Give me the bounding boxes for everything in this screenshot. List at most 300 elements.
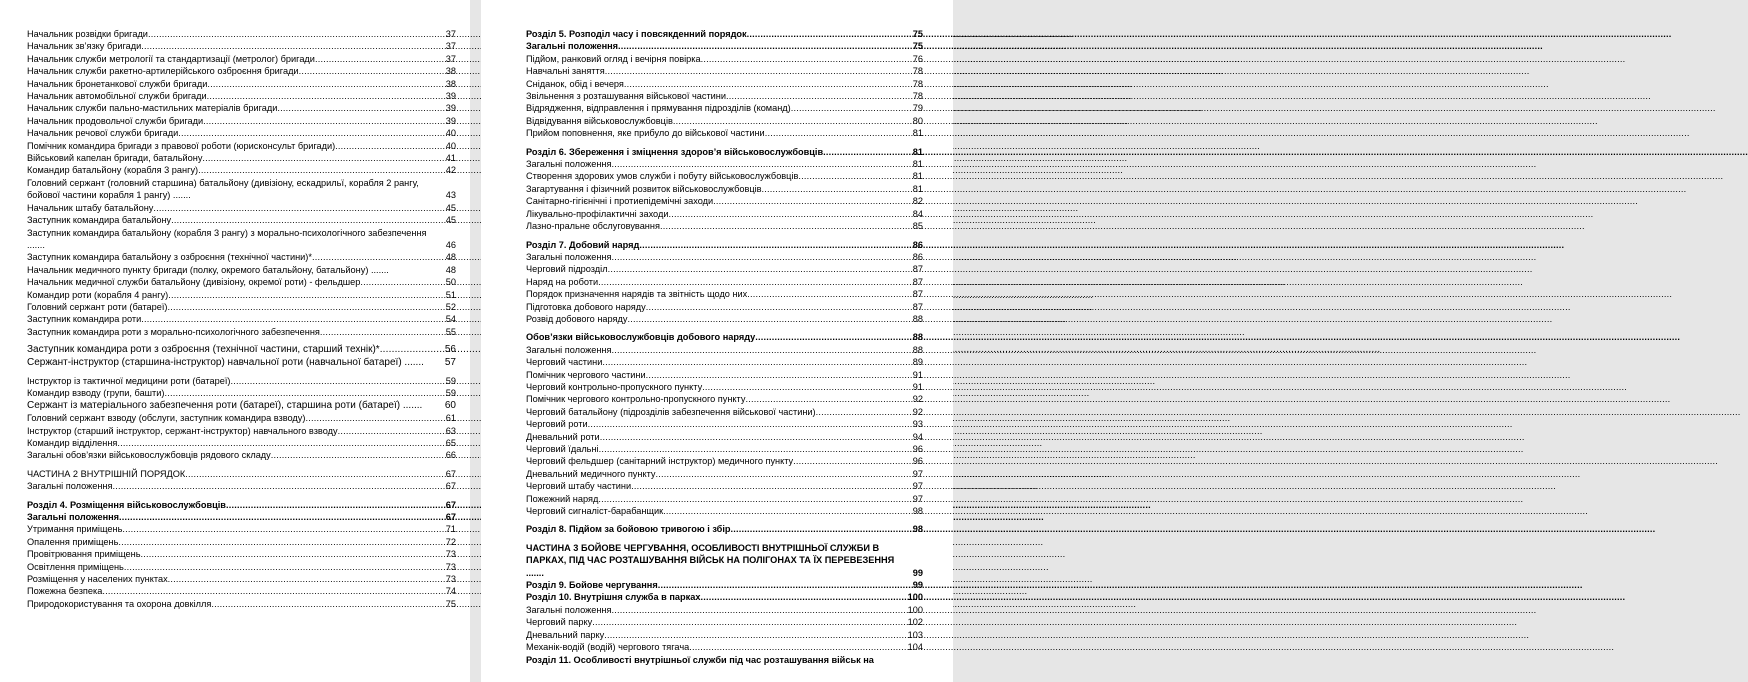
toc-entry[interactable] bbox=[27, 536, 456, 548]
toc-leader-dots bbox=[299, 65, 445, 77]
toc-entry[interactable] bbox=[526, 468, 923, 480]
toc-page-number: 96 bbox=[912, 444, 923, 454]
toc-leader-dots bbox=[305, 412, 444, 424]
toc-page-number: 88 bbox=[912, 332, 923, 343]
toc-leader-dots bbox=[689, 641, 906, 653]
toc-entry[interactable] bbox=[27, 523, 456, 535]
toc-entry[interactable] bbox=[27, 78, 456, 90]
toc-page-number: 81 bbox=[912, 171, 923, 182]
toc-entry-title: Обов’язки військовослужбовців добового наряду bbox=[526, 332, 756, 343]
toc-entry-title: Командир відділення bbox=[27, 438, 118, 448]
toc-entry-title: Начальник служби ракетно-артилерійського озброєння бригади bbox=[27, 66, 299, 77]
toc-page-number: 67 bbox=[445, 468, 456, 479]
toc-entry-title: Природокористування та охорона довкілля bbox=[27, 598, 212, 609]
toc-leader-dots bbox=[185, 468, 445, 480]
toc-entry[interactable] bbox=[27, 412, 456, 424]
toc-entry[interactable] bbox=[27, 357, 456, 369]
toc-leader-dots bbox=[598, 493, 911, 505]
toc-entry-title: Розділ 6. Збереження і зміцнення здоров’я військовослужбовців bbox=[526, 146, 824, 157]
toc-entry[interactable] bbox=[526, 53, 923, 65]
toc-entry-title: Загальні обов’язки військовослужбовців рядового складу bbox=[27, 450, 271, 461]
toc-page-number: 43 bbox=[445, 190, 456, 201]
toc-leader-dots bbox=[164, 387, 444, 399]
toc-entry[interactable] bbox=[526, 480, 923, 492]
toc-page-number: 93 bbox=[912, 419, 923, 430]
toc-page-number: 81 bbox=[912, 146, 923, 157]
toc-entry[interactable] bbox=[27, 511, 456, 523]
toc-page-number: 87 bbox=[912, 264, 923, 275]
toc-entry-title: Розділ 8. Підйом за бойовою тривогою і збір bbox=[526, 524, 731, 535]
toc-page-number: 75 bbox=[445, 598, 456, 609]
toc-entry-title: Заступник командира батальйону (корабля 3 рангу) з морально-психологічного забезпечення bbox=[27, 227, 427, 238]
toc-page-number: 79 bbox=[912, 103, 923, 114]
toc-entry[interactable] bbox=[27, 276, 456, 288]
toc-page-number: 81 bbox=[912, 159, 923, 170]
toc-entry[interactable] bbox=[27, 375, 456, 387]
toc-leader-dots bbox=[700, 591, 906, 603]
toc-entry-title: Головний сержант взводу (обслуги, заступник командира взводу) bbox=[27, 413, 306, 424]
toc-entry[interactable] bbox=[526, 579, 923, 591]
toc-entry-title: Головний сержант роти (батареї) bbox=[27, 301, 168, 312]
toc-entry[interactable] bbox=[27, 561, 456, 573]
toc-leader-dots bbox=[338, 425, 445, 437]
toc-page-number: 91 bbox=[912, 369, 923, 380]
toc-page-number: 80 bbox=[912, 115, 923, 126]
toc-list-right bbox=[526, 28, 923, 666]
toc-leader-dots bbox=[673, 115, 912, 127]
toc-page-number: 39 bbox=[445, 91, 456, 102]
toc-entry[interactable] bbox=[27, 202, 456, 214]
toc-page-number: 40 bbox=[445, 140, 456, 151]
toc-page-number: 89 bbox=[912, 357, 923, 368]
toc-entry-title: Черговий їдальні bbox=[526, 444, 599, 454]
toc-entry-title: Начальник продовольчої служби бригади bbox=[27, 115, 204, 126]
toc-entry-title: Відвідування військовослужбовців bbox=[526, 115, 673, 126]
toc-entry[interactable] bbox=[526, 276, 923, 288]
toc-entry[interactable] bbox=[526, 654, 923, 666]
toc-entry[interactable] bbox=[526, 102, 923, 114]
toc-entry-title: Інструктор (старший інструктор, сержант-інструктор) навчального взводу bbox=[27, 425, 338, 436]
toc-entry[interactable] bbox=[526, 393, 923, 405]
toc-entry[interactable] bbox=[526, 40, 923, 52]
toc-entry[interactable] bbox=[27, 214, 456, 226]
toc-entry[interactable] bbox=[526, 301, 923, 313]
toc-entry-title: Лікувально-профілактичні заходи bbox=[526, 208, 669, 219]
toc-page-number: 103 bbox=[907, 629, 923, 640]
toc-leader-dots bbox=[599, 443, 912, 455]
toc-leader-dots bbox=[312, 251, 445, 263]
toc-leader-dots bbox=[765, 127, 912, 139]
toc-entry-title: Помічник чергового контрольно-пропускного пункту bbox=[526, 394, 746, 405]
toc-entry[interactable] bbox=[526, 195, 923, 207]
toc-entry-title: Начальник штабу батальйону bbox=[27, 202, 154, 213]
toc-entry[interactable] bbox=[27, 480, 456, 492]
toc-leader-dots bbox=[731, 523, 912, 535]
toc-entry[interactable] bbox=[526, 220, 923, 232]
toc-leader-dots bbox=[747, 288, 911, 300]
toc-entry-title: Наряд на роботи bbox=[526, 276, 599, 287]
toc-entry[interactable] bbox=[526, 288, 923, 300]
toc-entry-title: Інструктор із тактичної медицини роти (батареї) bbox=[27, 375, 231, 386]
toc-leader-dots bbox=[230, 375, 444, 387]
toc-entry-title: Загальні положення bbox=[526, 41, 619, 52]
toc-entry[interactable] bbox=[27, 437, 456, 449]
toc-leader-dots bbox=[122, 523, 444, 535]
toc-page-number: 40 bbox=[445, 128, 456, 139]
toc-page-number: 37 bbox=[445, 53, 456, 64]
toc-leader-dots bbox=[117, 437, 444, 449]
toc-entry-title: Дневальний медичного пункту bbox=[526, 468, 656, 479]
toc-leader-dots: ....... bbox=[400, 399, 423, 411]
toc-leader-dots bbox=[702, 381, 912, 393]
toc-entry[interactable] bbox=[526, 208, 923, 220]
toc-entry[interactable] bbox=[27, 326, 456, 338]
toc-page-number: 99 bbox=[912, 580, 923, 591]
toc-page-left bbox=[0, 0, 470, 682]
toc-page-number: 37 bbox=[445, 29, 456, 39]
toc-entry[interactable] bbox=[526, 170, 923, 182]
toc-entry-title: Головний сержант (головний старшина) батальйону (дивізіону, ескадрильї, корабля 2 рангу, бойової частини корабля 1 рангу) bbox=[27, 177, 419, 201]
toc-entry[interactable] bbox=[27, 499, 456, 511]
toc-entry-title: Підготовка добового наряду bbox=[526, 301, 646, 312]
toc-entry-title: Освітлення приміщень bbox=[27, 561, 124, 572]
toc-entry[interactable] bbox=[27, 573, 456, 585]
toc-entry-title: Помічник командира бригади з правової роботи (юрисконсульт бригади) bbox=[27, 140, 336, 151]
toc-leader-dots bbox=[663, 505, 912, 517]
toc-entry-title: Дневальний парку bbox=[526, 629, 605, 640]
toc-entry-title: Загальні положення bbox=[526, 251, 612, 262]
toc-entry[interactable] bbox=[27, 227, 456, 252]
toc-leader-dots bbox=[335, 140, 445, 152]
toc-entry-title: Заступник командира роти з морально-психологічного забезпечення bbox=[27, 326, 320, 337]
toc-page-number: 60 bbox=[444, 399, 456, 411]
toc-entry[interactable] bbox=[526, 604, 923, 616]
toc-leader-dots: ....... bbox=[368, 264, 389, 275]
toc-entry[interactable] bbox=[526, 239, 923, 251]
toc-page-number: 59 bbox=[445, 375, 456, 386]
toc-page-number: 42 bbox=[445, 165, 456, 176]
toc-entry-title: Заступник командира роти bbox=[27, 314, 142, 325]
toc-entry-title: Розділ 11. Особливості внутрішньої служби під час розташування військ на bbox=[526, 654, 874, 665]
toc-entry-title: Командир роти (корабля 4 рангу) bbox=[27, 289, 169, 300]
toc-entry[interactable] bbox=[526, 381, 923, 393]
toc-entry-title: Загартування і фізичний розвиток військовослужбовців bbox=[526, 183, 762, 194]
toc-page-number: 100 bbox=[907, 592, 923, 603]
toc-entry[interactable] bbox=[27, 102, 456, 114]
toc-entry-title: Сержант із матеріального забезпечення роти (батареї), старшина роти (батареї) bbox=[27, 399, 401, 411]
toc-entry[interactable] bbox=[27, 548, 456, 560]
toc-entry[interactable] bbox=[526, 28, 923, 40]
toc-page-number: 48 bbox=[445, 252, 456, 263]
toc-page-number: 73 bbox=[445, 549, 456, 560]
toc-leader-dots bbox=[171, 214, 445, 226]
toc-page-number: 76 bbox=[912, 53, 923, 64]
toc-page-number: 50 bbox=[445, 277, 456, 288]
toc-entry[interactable] bbox=[27, 164, 456, 176]
toc-entry-title: Черговий контрольно-пропускного пункту bbox=[526, 381, 703, 392]
toc-entry[interactable] bbox=[27, 449, 456, 461]
toc-entry[interactable] bbox=[526, 523, 923, 535]
toc-entry-title: Створення здорових умов служби і побуту військовослужбовців bbox=[526, 171, 799, 182]
toc-leader-dots bbox=[198, 164, 445, 176]
toc-entry-title: Лазно-пральне обслуговування bbox=[526, 221, 660, 232]
toc-page-number: 65 bbox=[445, 438, 456, 448]
toc-leader-dots bbox=[320, 326, 445, 338]
toc-entry[interactable] bbox=[27, 313, 456, 325]
toc-entry-title: Сніданок, обід і вечеря bbox=[526, 78, 624, 89]
toc-leader-dots bbox=[380, 344, 444, 356]
toc-leader-dots bbox=[798, 170, 911, 182]
toc-leader-dots bbox=[124, 561, 445, 573]
toc-leader-dots: ....... bbox=[170, 190, 191, 201]
toc-leader-dots bbox=[656, 468, 912, 480]
toc-entry-title: Начальник автомобільної служби бригади bbox=[27, 91, 207, 102]
toc-page-number: 97 bbox=[912, 493, 923, 504]
toc-leader-dots bbox=[668, 208, 911, 220]
toc-entry[interactable] bbox=[526, 127, 923, 139]
toc-entry-title: Командир батальйону (корабля 3 рангу) bbox=[27, 165, 199, 176]
toc-entry[interactable] bbox=[27, 344, 456, 356]
toc-entry-title: Начальник медичної служби батальйону (дивізіону, окремої роти) - фельдшер bbox=[27, 277, 361, 288]
toc-entry-title: ЧАСТИНА 3 БОЙОВЕ ЧЕРГУВАННЯ, ОСОБЛИВОСТІ ВНУТРІШНЬОЇ СЛУЖБИ В ПАРКАХ, ПІД ЧАС РОЗТАШУВАННЯ ВІЙСЬК НА ПОЛІГОНАХ ТА ЇХ ПЕРЕВЕЗЕННЯ bbox=[526, 542, 895, 566]
toc-entry-title: Розміщення у населених пунктах bbox=[27, 574, 168, 585]
toc-entry[interactable] bbox=[526, 418, 923, 430]
toc-entry[interactable] bbox=[27, 598, 456, 610]
toc-entry[interactable] bbox=[27, 40, 456, 52]
toc-page-right bbox=[481, 0, 953, 682]
toc-leader-dots bbox=[153, 202, 444, 214]
toc-entry[interactable] bbox=[526, 344, 923, 356]
toc-entry[interactable] bbox=[526, 115, 923, 127]
toc-leader-dots bbox=[631, 480, 912, 492]
toc-entry-title: Розділ 5. Розподіл часу і повсякденний порядок bbox=[526, 29, 747, 39]
toc-entry[interactable] bbox=[526, 431, 923, 443]
toc-page-number: 86 bbox=[912, 251, 923, 262]
toc-entry[interactable] bbox=[526, 406, 923, 418]
toc-entry[interactable] bbox=[526, 616, 923, 628]
toc-leader-dots bbox=[203, 115, 445, 127]
toc-page-number: 39 bbox=[445, 115, 456, 126]
toc-page-number: 59 bbox=[445, 388, 456, 399]
toc-entry[interactable] bbox=[526, 331, 923, 343]
toc-entry[interactable] bbox=[526, 505, 923, 517]
toc-page-number: 84 bbox=[912, 208, 923, 219]
toc-leader-dots bbox=[360, 276, 444, 288]
toc-entry[interactable] bbox=[526, 493, 923, 505]
toc-entry[interactable] bbox=[27, 289, 456, 301]
toc-entry[interactable] bbox=[27, 585, 456, 597]
toc-entry-title: Пожежна безпека bbox=[27, 586, 103, 597]
toc-entry[interactable] bbox=[27, 251, 456, 263]
toc-leader-dots bbox=[608, 263, 912, 275]
toc-page-number: 88 bbox=[912, 344, 923, 355]
toc-leader-dots bbox=[611, 251, 911, 263]
toc-page-number: 71 bbox=[445, 524, 456, 535]
toc-entry[interactable] bbox=[27, 387, 456, 399]
toc-entry[interactable] bbox=[526, 78, 923, 90]
toc-entry-title: Начальник служби метрології та стандартизації (метролог) бригади bbox=[27, 53, 315, 64]
toc-leader-dots bbox=[102, 585, 444, 597]
toc-page-number: 41 bbox=[445, 153, 456, 164]
toc-page-number: 96 bbox=[912, 456, 923, 467]
toc-entry[interactable] bbox=[526, 251, 923, 263]
toc-entry[interactable] bbox=[27, 140, 456, 152]
toc-leader-dots bbox=[791, 102, 912, 114]
toc-page-number: 92 bbox=[912, 406, 923, 417]
toc-leader-dots bbox=[639, 239, 911, 251]
toc-entry-title: Начальник медичного пункту бригади (полку, окремого батальйону, батальйону) bbox=[27, 264, 369, 275]
toc-leader-dots bbox=[605, 65, 912, 77]
toc-leader-dots: ....... bbox=[526, 567, 544, 578]
toc-entry[interactable] bbox=[27, 468, 456, 480]
toc-entry-title: Підйом, ранковий огляд і вечірня повірка bbox=[526, 53, 701, 64]
toc-entry[interactable] bbox=[526, 146, 923, 158]
toc-page-number: 73 bbox=[445, 574, 456, 585]
toc-entry[interactable] bbox=[526, 65, 923, 77]
toc-page-number: 97 bbox=[912, 481, 923, 492]
toc-page-number: 97 bbox=[912, 468, 923, 479]
toc-entry[interactable] bbox=[526, 183, 923, 195]
toc-leader-dots bbox=[168, 301, 445, 313]
toc-entry-title: Заступник командира батальйону bbox=[27, 215, 172, 226]
toc-entry-title: Порядок призначення нарядів та звітність щодо них bbox=[526, 289, 748, 300]
toc-entry[interactable] bbox=[526, 313, 923, 325]
toc-leader-dots bbox=[119, 511, 445, 523]
toc-leader-dots bbox=[141, 313, 445, 325]
toc-leader-dots bbox=[747, 28, 912, 40]
toc-entry-title: Утримання приміщень bbox=[27, 524, 123, 535]
toc-page-number: 67 bbox=[445, 481, 456, 492]
toc-leader-dots bbox=[592, 616, 906, 628]
toc-leader-dots: ....... bbox=[401, 356, 424, 368]
toc-page-number: 81 bbox=[912, 183, 923, 194]
toc-leader-dots bbox=[624, 78, 912, 90]
toc-page-number: 45 bbox=[445, 202, 456, 213]
toc-entry[interactable] bbox=[27, 90, 456, 102]
toc-page-number: 63 bbox=[445, 425, 456, 436]
toc-entry-title: Черговий фельдшер (санітарний інструктор) медичного пункту bbox=[526, 456, 794, 467]
toc-entry-title: Розділ 4. Розміщення військовослужбовців bbox=[27, 499, 226, 510]
toc-entry[interactable] bbox=[526, 356, 923, 368]
toc-page-number: 78 bbox=[912, 66, 923, 77]
toc-page-number: 39 bbox=[445, 103, 456, 114]
toc-entry-title: Начальник розвідки бригади bbox=[27, 29, 148, 39]
toc-entry-title: Черговий парку bbox=[526, 617, 593, 628]
toc-leader-dots bbox=[823, 146, 912, 158]
toc-entry-title: Черговий частини bbox=[526, 357, 603, 368]
toc-entry[interactable] bbox=[27, 264, 456, 276]
toc-entry-title: Навчальні заняття bbox=[526, 66, 605, 77]
toc-entry[interactable] bbox=[526, 455, 923, 467]
toc-entry[interactable] bbox=[27, 301, 456, 313]
toc-entry[interactable] bbox=[27, 65, 456, 77]
toc-list-left bbox=[27, 28, 456, 610]
toc-leader-dots bbox=[118, 536, 444, 548]
toc-entry-title: Начальник служби пально-мастильних матеріалів бригади bbox=[27, 103, 278, 114]
toc-entry-title: Загальні положення bbox=[526, 159, 612, 170]
toc-leader-dots bbox=[271, 449, 445, 461]
toc-leader-dots bbox=[168, 573, 445, 585]
toc-leader-dots bbox=[701, 53, 912, 65]
toc-page-number: 98 bbox=[912, 506, 923, 517]
toc-entry-title: Відрядження, відправлення і прямування підрозділів (команд) bbox=[526, 103, 791, 114]
toc-entry-title: Черговий сигналіст-барабанщик bbox=[526, 506, 664, 517]
toc-leader-dots bbox=[611, 344, 911, 356]
toc-entry-title: ЧАСТИНА 2 ВНУТРІШНІЙ ПОРЯДОК bbox=[27, 468, 186, 479]
toc-entry[interactable] bbox=[526, 629, 923, 641]
toc-entry-title: Розділ 10. Внутрішня служба в парках bbox=[526, 592, 701, 603]
toc-page-number: 91 bbox=[912, 381, 923, 392]
toc-leader-dots bbox=[315, 53, 445, 65]
toc-entry-title: Провітрювання приміщень bbox=[27, 549, 141, 560]
toc-entry[interactable] bbox=[27, 177, 456, 202]
toc-leader-dots bbox=[611, 158, 911, 170]
toc-page-number: 46 bbox=[445, 239, 456, 250]
toc-page-number: 66 bbox=[445, 450, 456, 461]
toc-page-number: 74 bbox=[445, 586, 456, 597]
toc-entry[interactable] bbox=[526, 158, 923, 170]
toc-entry[interactable] bbox=[27, 152, 456, 164]
toc-entry-title: Заступник командира батальйону з озброєння (технічної частини)* bbox=[27, 252, 312, 263]
toc-page-number: 72 bbox=[445, 536, 456, 547]
toc-entry[interactable] bbox=[526, 369, 923, 381]
toc-leader-dots bbox=[602, 356, 911, 368]
toc-page-number: 67 bbox=[445, 512, 456, 523]
toc-entry[interactable] bbox=[526, 641, 923, 653]
toc-page-number: 87 bbox=[912, 289, 923, 300]
toc-entry[interactable] bbox=[27, 127, 456, 139]
toc-page-number: 85 bbox=[912, 221, 923, 232]
toc-leader-dots bbox=[713, 195, 912, 207]
toc-page-number: 78 bbox=[912, 78, 923, 89]
toc-page-number: 45 bbox=[445, 215, 456, 226]
toc-entry[interactable] bbox=[526, 443, 923, 455]
toc-leader-dots bbox=[148, 28, 445, 40]
toc-leader-dots bbox=[618, 40, 912, 52]
toc-entry-title: Сержант-інструктор (старшина-інструктор) навчальної роти (навчальної батареї) bbox=[27, 356, 402, 368]
toc-entry[interactable] bbox=[27, 400, 456, 412]
toc-page-number: 87 bbox=[912, 276, 923, 287]
toc-page-number: 56 bbox=[444, 344, 456, 356]
toc-page-number: 48 bbox=[445, 264, 456, 275]
toc-page-number: 99 bbox=[912, 567, 923, 578]
toc-leader-dots bbox=[816, 406, 912, 418]
toc-page-number: 82 bbox=[912, 196, 923, 207]
toc-entry[interactable] bbox=[27, 53, 456, 65]
toc-page-number: 61 bbox=[445, 413, 456, 424]
toc-leader-dots bbox=[745, 393, 911, 405]
toc-entry-title: Розвід добового наряду bbox=[526, 313, 628, 324]
toc-entry[interactable] bbox=[526, 591, 923, 603]
toc-entry[interactable] bbox=[526, 263, 923, 275]
toc-entry[interactable] bbox=[526, 90, 923, 102]
toc-entry[interactable] bbox=[526, 542, 923, 579]
toc-leader-dots bbox=[141, 548, 445, 560]
toc-leader-dots bbox=[604, 629, 906, 641]
toc-page-number: 92 bbox=[912, 394, 923, 405]
toc-entry[interactable] bbox=[27, 115, 456, 127]
toc-entry-title: Черговий штабу частини bbox=[526, 481, 632, 492]
toc-page-number: 102 bbox=[907, 617, 923, 628]
toc-leader-dots bbox=[726, 90, 912, 102]
toc-leader-dots bbox=[178, 127, 444, 139]
toc-leader-dots bbox=[611, 604, 906, 616]
toc-entry-title: Черговий батальйону (підрозділів забезпечення військової частини) bbox=[526, 406, 816, 417]
toc-entry[interactable] bbox=[27, 425, 456, 437]
toc-page-number: 94 bbox=[912, 431, 923, 442]
toc-entry[interactable] bbox=[27, 28, 456, 40]
toc-entry-title: Помічник чергового частини bbox=[526, 369, 646, 380]
